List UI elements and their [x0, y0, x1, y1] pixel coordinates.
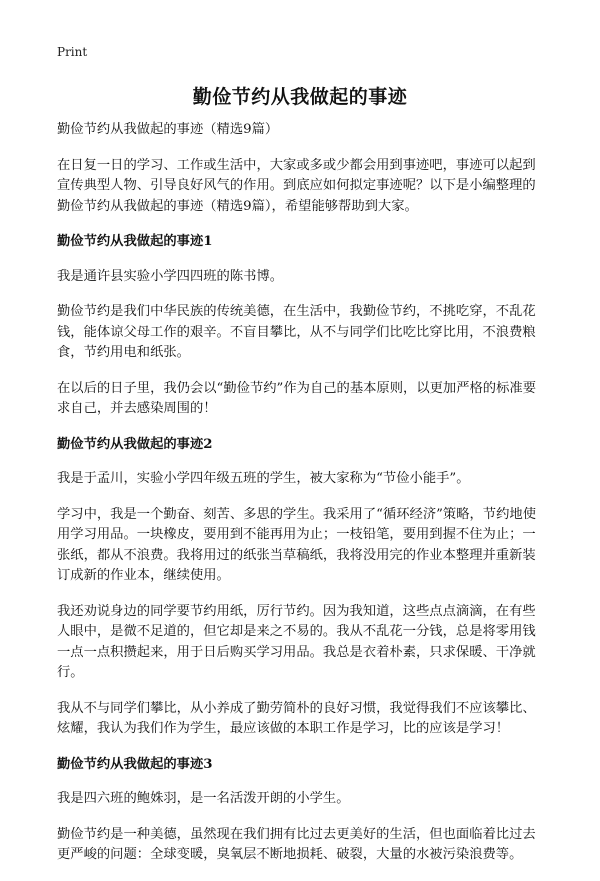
section-2-paragraph: 我是于孟川，实验小学四年级五班的学生，被大家称为“节俭小能手”。 — [57, 471, 470, 486]
section-2-paragraph: 我从不与同学们攀比，从小养成了勤劳简朴的良好习惯，我觉得我们不应该攀比、炫耀，我认为我们作为学生，最应该做的本职工作是学习，比的应该是学习！ — [57, 700, 536, 736]
section-2-paragraph: 我还劝说身边的同学要节约用纸，厉行节约。因为我知道，这些点点滴滴，在有些人眼中，是微不足道的，但它却是来之不易的。我从不乱花一分钱，总是将零用钱一点一点积攒起来，用于日后购买学习用品。我总是衣着朴素，只求保暖、干净就行。 — [57, 603, 536, 680]
print-link[interactable]: Print — [57, 45, 88, 59]
section-1-paragraph: 我是通许县实验小学四四班的陈书博。 — [57, 268, 284, 284]
section-heading-2: 勤俭节约从我做起的事迹2 — [57, 436, 213, 452]
section-3-paragraph: 勤俭节约是一种美德，虽然现在我们拥有比过去更美好的生活，但也面临着比过去更严峻的问题：全球变暖，臭氧层不断地损耗、破裂，大量的水被污染浪费等。 — [57, 826, 536, 862]
section-1-paragraph: 在以后的日子里，我仍会以“勤俭节约”作为自己的基本原则，以更加严格的标准要求自己，并去感染周围的！ — [57, 380, 536, 416]
section-3-paragraph: 我是四六班的鲍姝羽，是一名活泼开朗的小学生。 — [57, 791, 350, 806]
document-body — [57, 120, 547, 881]
section-heading-3: 勤俭节约从我做起的事迹3 — [57, 756, 213, 772]
intro-paragraph: 在日复一日的学习、工作或生活中，大家或多或少都会用到事迹吧，事迹可以起到宣传典型人物、引导良好风气的作用。到底应如何拟定事迹呢？以下是小编整理的勤俭节约从我做起的事迹（精选9篇），希望能够帮助到大家。 — [57, 157, 536, 214]
section-1-paragraph: 勤俭节约是我们中华民族的传统美德，在生活中，我勤俭节约，不挑吃穿，不乱花钱，能体谅父母工作的艰辛。不盲目攀比，从不与同学们比吃比穿比用，不浪费粮食，节约用电和纸张。 — [57, 304, 536, 360]
page-title: 勤俭节约从我做起的事迹 — [192, 86, 408, 108]
section-2-paragraph: 学习中，我是一个勤奋、刻苦、多思的学生。我采用了“循环经济”策略，节约地使用学习用品。一块橡皮，要用到不能再用为止；一枝铅笔，要用到握不住为止；一张纸，都从不浪费。我将用过的纸张当草稿纸，我将没用完的作业本整理并重新装订成新的作业本，继续使用。 — [57, 506, 536, 583]
section-heading-1: 勤俭节约从我做起的事迹1 — [57, 234, 213, 249]
intro-subtitle: 勤俭节约从我做起的事迹（精选9篇） — [57, 122, 279, 137]
